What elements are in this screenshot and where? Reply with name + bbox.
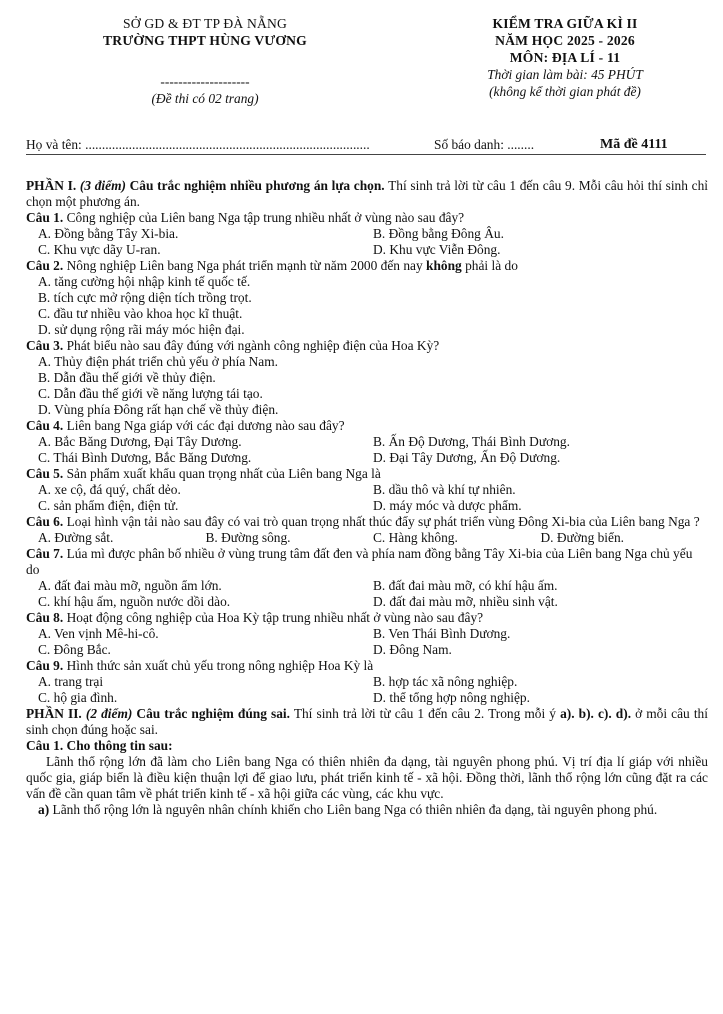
option-d[interactable]: D. Đông Nam. [373,642,452,657]
option-b[interactable]: B. Đường sông. [205,530,291,545]
options-row [38,530,708,546]
school-name: TRƯỜNG THPT HÙNG VƯƠNG [103,33,307,48]
option-a[interactable]: A. Đường sắt. [38,530,114,545]
options-row [38,226,708,242]
time-note: (không kể thời gian phát đề) [489,84,641,99]
header-left [60,16,350,108]
option-c[interactable]: C. Dẫn đầu thế giới về năng lượng tái tạo. [38,386,263,401]
exam-title: KIỂM TRA GIỮA KÌ II [492,16,638,31]
student-info-row [26,137,706,153]
option-a[interactable]: A. tăng cường hội nhập kinh tế quốc tế. [38,274,251,289]
header-right [420,16,710,101]
options-row [38,434,708,450]
option-b[interactable]: B. Dẫn đầu thế giới về thủy điện. [38,370,216,385]
option-a[interactable]: A. Ven vịnh Mê-hi-cô. [38,626,159,641]
option-b[interactable]: B. hợp tác xã nông nghiệp. [373,674,518,689]
question-8: Câu 8. Hoạt động công nghiệp của Hoa Kỳ tập trung nhiều nhất ở vùng nào sau đây? [26,610,484,625]
part2-question-1: Câu 1. Cho thông tin sau: [26,738,173,753]
part2-intro: PHẦN II. (2 điểm) Câu trắc nghiệm đúng sai. Thí sinh trả lời từ câu 1 đến câu 2. Trong mỗi ý a). b). c). d). ở mỗi câu thí sinh chọn đúng hoặc sai. [26,706,708,737]
student-id-label: Số báo danh: ........ [434,137,535,152]
option-d[interactable]: D. Khu vực Viễn Đông. [373,242,501,257]
option-d[interactable]: D. máy móc và dược phẩm. [373,498,522,513]
options-row [38,642,708,658]
option-c[interactable]: C. hộ gia đình. [38,690,118,705]
option-b[interactable]: B. Đồng bằng Đông Âu. [373,226,504,241]
time-allowed: Thời gian làm bài: 45 PHÚT [487,67,643,82]
part1-intro: PHẦN I. (3 điểm) Câu trắc nghiệm nhiều phương án lựa chọn. Thí sinh trả lời từ câu 1 đến câu 9. Mỗi câu hỏi thí sinh chỉ chọn một phương án. [26,178,708,209]
question-2: Câu 2. Nông nghiệp Liên bang Nga phát triển mạnh từ năm 2000 đến nay không phải là do [26,258,518,273]
header-dashes: -------------------- [160,74,250,89]
school-year: NĂM HỌC 2025 - 2026 [495,33,635,48]
option-d[interactable]: D. sử dụng rộng rãi máy móc hiện đại. [38,322,245,337]
question-4: Câu 4. Liên bang Nga giáp với các đại dương nào sau đây? [26,418,345,433]
options-row [38,594,708,610]
option-c[interactable]: C. Đông Bắc. [38,642,111,657]
option-a[interactable]: A. Thủy điện phát triển chủ yếu ở phía Nam. [38,354,278,369]
option-d[interactable]: D. thể tổng hợp nông nghiệp. [373,690,530,705]
option-c[interactable]: C. đầu tư nhiều vào khoa học kĩ thuật. [38,306,243,321]
option-b[interactable]: B. tích cực mở rộng diện tích trồng trọt. [38,290,252,305]
option-a[interactable]: A. Bắc Băng Dương, Đại Tây Dương. [38,434,242,449]
pages-note: (Đề thi có 02 trang) [151,91,259,106]
option-a[interactable]: A. đất đai màu mỡ, nguồn ẩm lớn. [38,578,222,593]
question-7: Câu 7. Lúa mì được phân bố nhiều ở vùng trung tâm đất đen và phía nam đồng bằng Tây Xi-bia của Liên bang Nga chủ yếu do [26,546,693,577]
options-row [38,482,708,498]
question-6: Câu 6. Loại hình vận tải nào sau đây có vai trò quan trọng nhất thúc đẩy sự phát triển vùng Đông Xi-bia của Liên bang Nga ? [26,514,700,529]
question-5: Câu 5. Sản phẩm xuất khẩu quan trọng nhất của Liên bang Nga là [26,466,381,481]
student-name-label: Họ và tên: ..................................................................................... [26,137,370,152]
department-name: SỞ GD & ĐT TP ĐÀ NẴNG [122,16,288,31]
question-9: Câu 9. Hình thức sản xuất chủ yếu trong nông nghiệp Hoa Kỳ là [26,658,374,673]
option-d[interactable]: D. Vùng phía Đông rất hạn chế về thủy điện. [38,402,279,417]
option-b[interactable]: B. đất đai màu mỡ, có khí hậu ấm. [373,578,558,593]
option-b[interactable]: B. dầu thô và khí tự nhiên. [373,482,516,497]
option-c[interactable]: C. khí hậu ấm, nguồn nước dồi dào. [38,594,231,609]
options-row [38,674,708,690]
exam-code: Mã đề 4111 [600,137,668,152]
option-b[interactable]: B. Ấn Độ Dương, Thái Bình Dương. [373,434,570,449]
option-c[interactable]: C. Khu vực dãy U-ran. [38,242,161,257]
option-a[interactable]: A. Đồng bằng Tây Xi-bia. [38,226,179,241]
option-a[interactable]: A. trang trại [38,674,104,689]
divider [26,154,706,155]
question-3: Câu 3. Phát biểu nào sau đây đúng với ngành công nghiệp điện của Hoa Kỳ? [26,338,440,353]
option-d[interactable]: D. Đại Tây Dương, Ấn Độ Dương. [373,450,561,465]
options-row [38,450,708,466]
exam-content [26,178,708,818]
options-row [38,498,708,514]
subject: MÔN: ĐỊA LÍ - 11 [509,50,621,65]
option-a[interactable]: A. xe cộ, đá quý, chất dẻo. [38,482,181,497]
options-row [38,690,708,706]
option-c[interactable]: C. Thái Bình Dương, Bắc Băng Dương. [38,450,252,465]
option-c[interactable]: C. Hàng không. [373,530,458,545]
options-row [38,626,708,642]
options-row [38,242,708,258]
options-row [38,578,708,594]
question-1: Câu 1. Công nghiệp của Liên bang Nga tập trung nhiều nhất ở vùng nào sau đây? [26,210,465,225]
option-d[interactable]: D. Đường biển. [540,530,625,545]
option-b[interactable]: B. Ven Thái Bình Dương. [373,626,511,641]
passage: Lãnh thổ rộng lớn đã làm cho Liên bang Nga có thiên nhiên đa dạng, tài nguyên phong phú. Vị trí địa lí giáp với nhiều quốc gia, giáp biển là điều kiện thuận lợi để giao lưu, phát triển kinh tế - xã hội. Đồng thời, lãnh thổ rộng lớn cũng đặt ra các vấn đề cần quan tâm về phát triển kinh tế - xã hội giữa các vùng, các khu vực. [26,754,708,801]
option-d[interactable]: D. đất đai màu mỡ, nhiều sinh vật. [373,594,558,609]
statement-a[interactable]: a) Lãnh thổ rộng lớn là nguyên nhân chính khiến cho Liên bang Nga có thiên nhiên đa dạng, tài nguyên phong phú. [38,802,658,817]
option-c[interactable]: C. sản phẩm điện, điện tử. [38,498,179,513]
